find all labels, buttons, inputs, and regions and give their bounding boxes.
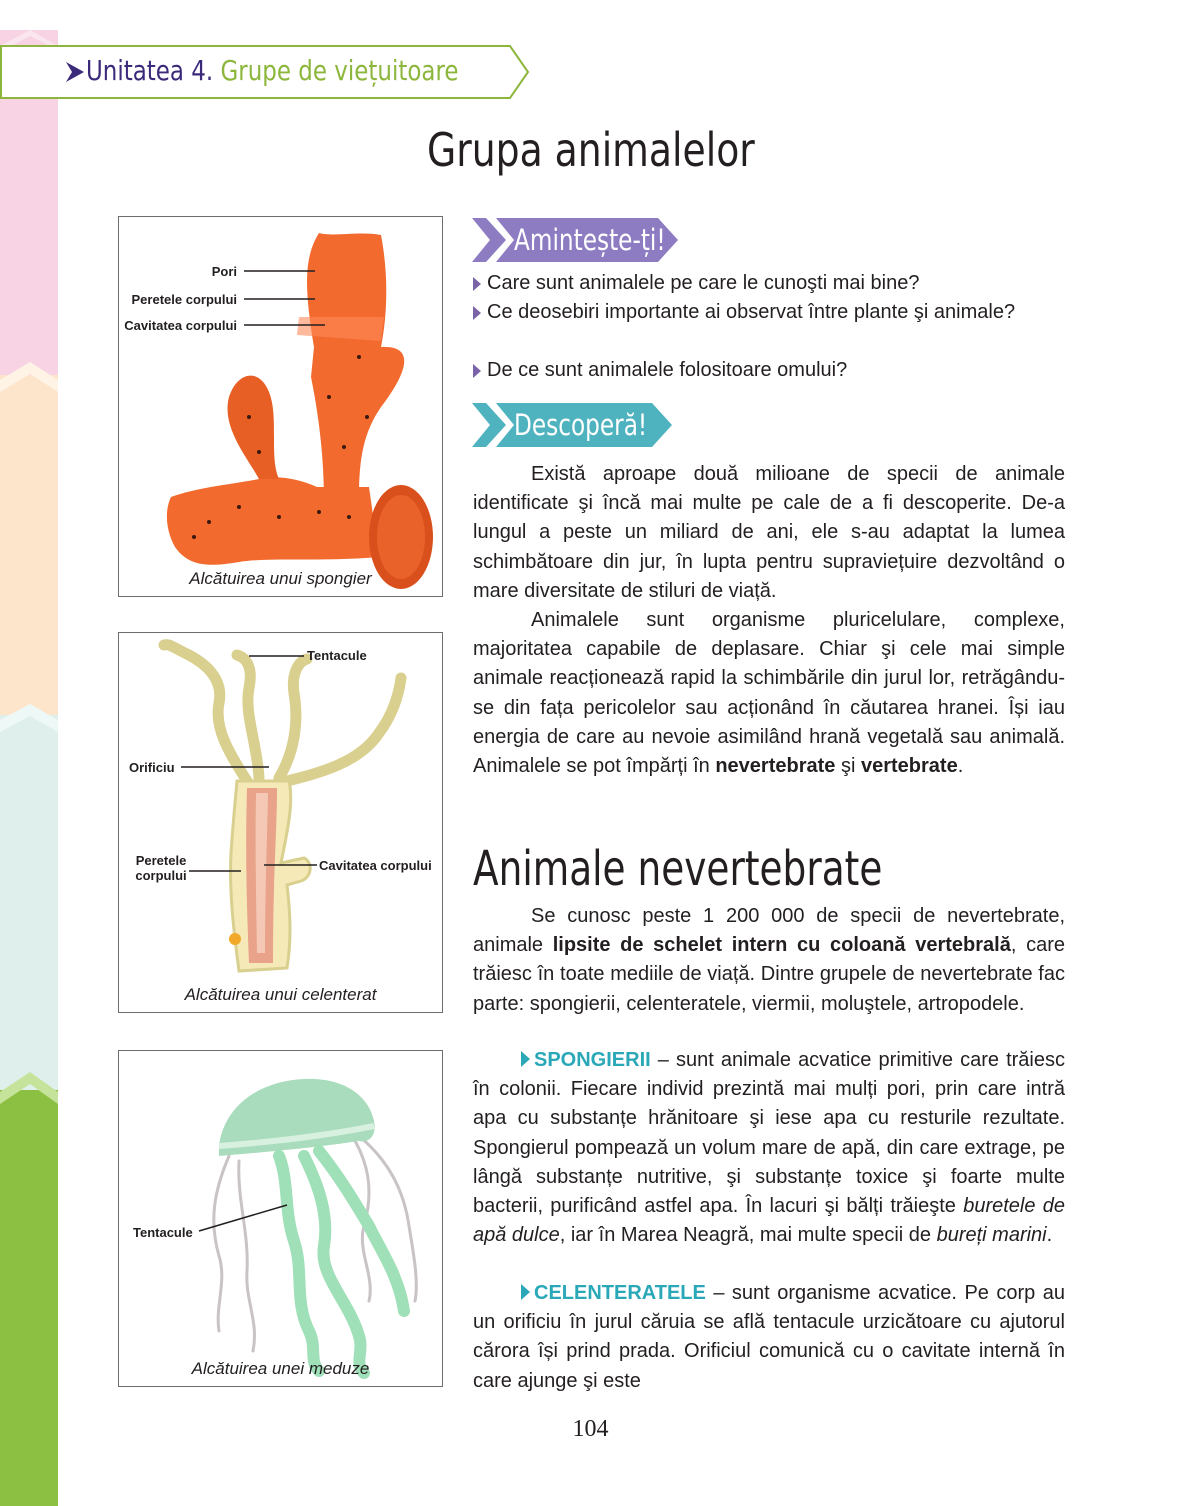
sponges-keyword: SPONGIERII [534, 1049, 651, 1071]
discover-tag: Descoperă! [514, 408, 648, 442]
figure-coelenterate [118, 632, 443, 1013]
discover-paragraph-2: Animalele sunt organisme pluricelulare, complexe, majoritatea capabile de deplasare. Chiar şi cele mai simple animale reacționează rapid la schimbările din jurul lor, retrăgându-se din fața pericolelor sau acționând în căutarea hranei. Își iau energia de care au nevoie asimilând hrană vegetală sau animală. Animalele se pot împărți în nevertebrate şi vertebrate. [473, 609, 1065, 778]
page-title: Grupa animalelor [426, 123, 755, 177]
remember-question: Ce deosebiri importante ai observat între plante şi animale? [473, 298, 1068, 327]
page-number: 104 [572, 1416, 609, 1442]
bullet-arrow-icon [521, 1284, 530, 1300]
figure-sponge [118, 216, 443, 597]
hydra-label-cavity: Cavitatea corpului [319, 858, 432, 873]
hydra-label-wall: Peretele corpului [135, 853, 187, 883]
figure-jellyfish [118, 1050, 443, 1387]
sponges-paragraph: SPONGIERII – sunt animale acvatice primitive care trăiesc în colonii. Fiecare individ prezintă mai mulți pori, prin care intră apa cu substanțe hrănitoare şi iese apa cu resturile rezultate. Spongierul pompează un volum mare de apă, din care extrage, pe lângă substanțe nutritive, şi substanțe toxice şi foarte multe bacterii, purificând astfel apa. În lacuri şi bălți trăieşte buretele de apă dulce, iar în Marea Neagră, mai multe specii de bureți marini. [473, 1049, 1066, 1247]
margin-chevrons [0, 0, 60, 1506]
sponge-illustration [119, 217, 444, 598]
unit-label: Unitatea 4. [86, 54, 214, 87]
jellyfish-illustration [119, 1051, 444, 1388]
sponge-label-wall: Peretele corpului [131, 292, 237, 307]
coelenterates-paragraph: CELENTERATELE – sunt organisme acvatice. Pe corp au un orificiu în jurul căruia se află tentacule urzicătoare cu ajutorul cărora își prind prada. Orificiul comunică cu o cavitate internă în care ajunge şi este [473, 1282, 1065, 1392]
hydra-label-tentacles: Tentacule [307, 648, 367, 663]
coelenterates-keyword: CELENTERATELE [534, 1282, 706, 1304]
jellyfish-label-tentacles: Tentacule [133, 1225, 193, 1240]
group-label: Grupe de viețuitoare [220, 54, 459, 87]
invertebrates-paragraph: Se cunosc peste 1 200 000 de specii de nevertebrate, animale lipsite de schelet intern cu coloană vertebrală, care trăiesc în toate mediile de viață. Dintre grupele de nevertebrate fac parte: spongierii, celenteratele, viermii, moluştele, artropodele. [473, 905, 1065, 1015]
hydra-caption: Alcătuirea unui celenterat [184, 985, 377, 1004]
hydra-illustration [119, 633, 444, 1014]
bullet-arrow-icon [521, 1051, 530, 1067]
sponge-caption: Alcătuirea unui spongier [189, 569, 372, 588]
discover-paragraph-1: Există aproape două milioane de specii de animale identificate şi încă mai multe pe cale de a fi descoperite. De-a lungul a peste un miliard de ani, ele s-au adaptat la lumea schimbătoare din jur, în lupta pentru supraviețuire dezvoltând o mare diversitate de stiluri de viață. [473, 463, 1065, 602]
sponge-label-pores: Pori [211, 264, 237, 279]
unit-title [86, 52, 459, 90]
jellyfish-caption: Alcătuirea unei meduze [191, 1359, 370, 1378]
sponge-label-cavity: Cavitatea corpului [124, 318, 237, 333]
section-heading: Animale nevertebrate [473, 841, 883, 897]
remember-question: Care sunt animalele pe care le cunoşti mai bine? [473, 269, 1068, 298]
remember-tag: Amintește-ți! [514, 223, 666, 257]
hydra-label-orifice: Orificiu [129, 760, 175, 775]
remember-question: De ce sunt animalele folositoare omului? [473, 356, 1068, 385]
